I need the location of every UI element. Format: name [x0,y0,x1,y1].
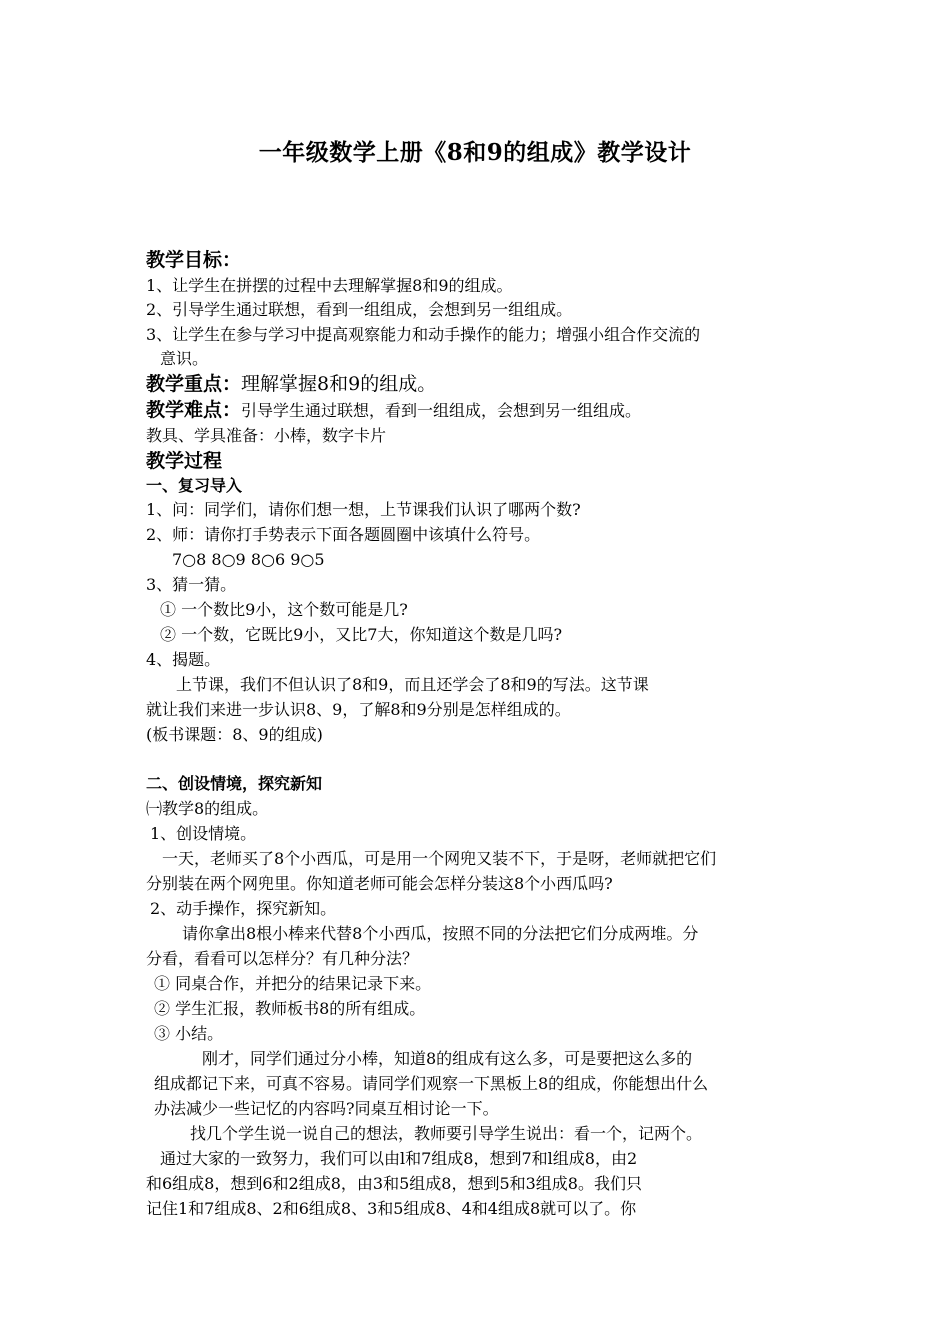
section1-line: (板书课题：8、9的组成) [146,725,323,744]
document-title: 一年级数学上册《8和9的组成》教学设计 [258,139,692,166]
materials: 教具、学具准备：小棒，数字卡片 [146,426,387,445]
section2-line: 一天，老师买了8个小西瓜，可是用一个网兜又装不下，于是呀，老师就把它们 [162,849,717,868]
goal-item: 1、让学生在拼摆的过程中去理解掌握8和9的组成。 [146,276,513,295]
section2-line: ③ 小结。 [154,1024,224,1043]
key-point-label: 教学重点： [146,373,242,395]
section2-line: ② 学生汇报，教师板书8的所有组成。 [154,999,426,1018]
section2-line: 记住1和7组成8、2和6组成8、3和5组成8、4和4组成8就可以了。你 [146,1199,637,1218]
section1-heading: 一、复习导入 [146,476,243,495]
goals-label: 教学目标： [146,249,242,271]
section2-line: 刚才，同学们通过分小棒，知道8的组成有这么多，可是要把这么多的 [202,1049,693,1068]
section2-line: 找几个学生说一说自己的想法，教师要引导学生说出：看一个，记两个。 [190,1124,703,1143]
difficulty-text: 引导学生通过联想，看到一组组成，会想到另一组组成。 [241,401,642,420]
section2-line: 请你拿出8根小棒来代替8个小西瓜，按照不同的分法把它们分成两堆。分 [182,924,699,943]
section2-line: 分看，看看可以怎样分？有几种分法？ [146,949,419,968]
section2-line: 办法减少一些记忆的内容吗?同桌互相讨论一下。 [154,1099,499,1118]
goal-item: 意识。 [160,349,209,368]
section2-line: 组成都记下来，可真不容易。请同学们观察一下黑板上8的组成，你能想出什么 [154,1074,709,1093]
section2-line: 通过大家的一致努力，我们可以由l和7组成8，想到7和l组成8，由2 [160,1149,638,1168]
section1-line: 4、揭题。 [146,650,221,669]
section2-heading: 二、创设情境，探究新知 [146,774,323,793]
difficulty-label: 教学难点： [146,399,242,421]
section2-line: 分别装在两个网兜里。你知道老师可能会怎样分装这8个小西瓜吗? [146,874,613,893]
section2-line: 1、创设情境。 [150,824,257,843]
goal-item: 2、引导学生通过联想，看到一组组成，会想到另一组组成。 [146,300,573,319]
section2-line: ㈠教学8的组成。 [146,799,269,818]
section2-line: 2、动手操作，探究新知。 [150,899,337,918]
section1-line: 上节课，我们不但认识了8和9，而且还学会了8和9的写法。这节课 [176,675,649,694]
section1-line: 1、问：同学们，请你们想一想，上节课我们认识了哪两个数? [146,500,581,519]
section2-line: ① 同桌合作，并把分的结果记录下来。 [154,974,432,993]
difficulty [146,398,641,423]
key-point-text: 理解掌握8和9的组成。 [241,373,437,395]
goal-item: 3、让学生在参与学习中提高观察能力和动手操作的能力；增强小组合作交流的 [146,325,701,344]
section1-line: ② 一个数，它既比9小，又比7大，你知道这个数是几吗? [160,625,563,644]
section2-line: 和6组成8，想到6和2组成8，由3和5组成8，想到5和3组成8。我们只 [146,1174,642,1193]
process-label: 教学过程 [146,450,223,472]
section1-line: 2、师：请你打手势表示下面各题圆圈中该填什么符号。 [146,525,541,544]
section1-line: 就让我们来进一步认识8、9，了解8和9分别是怎样组成的。 [146,700,571,719]
key-point [146,372,436,397]
section1-line: ① 一个数比9小，这个数可能是几? [160,600,408,619]
section1-line: 3、猜一猜。 [146,575,237,594]
section1-line: 7○8 8○9 8○6 9○5 [172,550,325,569]
